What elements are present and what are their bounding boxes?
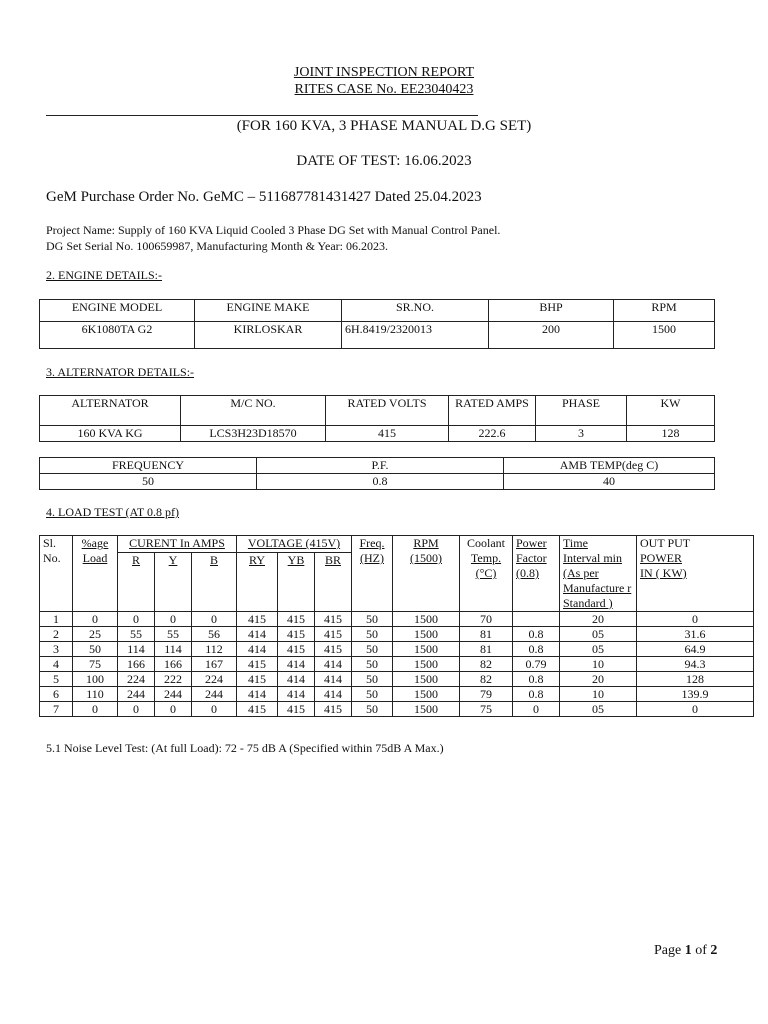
col-voltage-br: BR: [315, 552, 352, 611]
table-cell: 1500: [393, 642, 460, 657]
table-cell: 50: [352, 687, 393, 702]
table-cell: 1500: [393, 627, 460, 642]
table-cell: 81: [460, 627, 513, 642]
table-cell: 50: [352, 627, 393, 642]
table-cell: 415: [315, 642, 352, 657]
table-cell: 0: [73, 702, 118, 717]
page-number: [654, 943, 717, 959]
table-cell: 415: [278, 627, 315, 642]
table-cell: 415: [237, 702, 278, 717]
table-cell: 167: [192, 657, 237, 672]
table-cell: 0: [637, 612, 754, 627]
table-cell: 0.8: [513, 672, 560, 687]
engine-header-cell: BHP: [489, 300, 614, 322]
col-current-b: B: [192, 552, 237, 611]
page-label: Page: [654, 943, 685, 958]
frequency-header-cell: P.F.: [257, 458, 504, 474]
col-freq-line1: Freq.: [359, 536, 385, 550]
table-cell: 7: [40, 702, 73, 717]
table-cell: 50: [73, 642, 118, 657]
load-header-row-1: [40, 536, 754, 553]
table-cell: 0.8: [513, 642, 560, 657]
table-cell: 10: [560, 687, 637, 702]
project-name: Project Name: Supply of 160 KVA Liquid Cooled 3 Phase DG Set with Manual Control Panel.: [46, 223, 501, 237]
table-cell: 75: [73, 657, 118, 672]
alternator-header-cell: ALTERNATOR: [40, 396, 181, 426]
table-row: [40, 627, 754, 642]
col-freq: [352, 536, 393, 612]
table-cell: 1500: [393, 657, 460, 672]
frequency-header-cell: FREQUENCY: [40, 458, 257, 474]
table-cell: 3: [40, 642, 73, 657]
table-cell: 222: [155, 672, 192, 687]
page-total: 2: [710, 943, 718, 958]
table-cell: 224: [118, 672, 155, 687]
table-cell: 55: [118, 627, 155, 642]
table-cell: 0.8: [513, 627, 560, 642]
engine-cell: 1500: [614, 322, 715, 349]
table-row: [40, 672, 754, 687]
alternator-header-cell: RATED VOLTS: [326, 396, 449, 426]
table-cell: 56: [192, 627, 237, 642]
report-title: JOINT INSPECTION REPORT: [293, 65, 475, 80]
col-time: [560, 536, 637, 612]
table-row: [40, 687, 754, 702]
table-cell: 0: [637, 702, 754, 717]
col-coolant-line3: (°C): [475, 566, 497, 580]
col-rpm-line1: RPM: [413, 536, 439, 550]
table-cell: 50: [352, 702, 393, 717]
alternator-header-row: [40, 396, 715, 426]
alternator-header-cell: PHASE: [536, 396, 627, 426]
table-cell: 100: [73, 672, 118, 687]
alternator-table: [39, 395, 715, 442]
col-current: CURENT In AMPS: [118, 536, 237, 553]
table-cell: 415: [315, 612, 352, 627]
col-voltage: VOLTAGE (415V): [237, 536, 352, 553]
table-cell: 0: [192, 612, 237, 627]
table-cell: 82: [460, 657, 513, 672]
table-cell: 244: [192, 687, 237, 702]
table-cell: [513, 612, 560, 627]
col-voltage-yb: YB: [278, 552, 315, 611]
col-voltage-ry: RY: [237, 552, 278, 611]
col-sl: Sl. No.: [40, 536, 73, 612]
frequency-header-cell: AMB TEMP(deg C): [504, 458, 715, 474]
engine-header-cell: SR.NO.: [342, 300, 489, 322]
alternator-cell: 415: [326, 426, 449, 442]
frequency-table: [39, 457, 715, 490]
table-cell: 05: [560, 702, 637, 717]
engine-table: [39, 299, 715, 349]
col-output-line3: IN ( KW): [640, 566, 687, 580]
page-of: of: [691, 943, 711, 958]
table-cell: 6: [40, 687, 73, 702]
table-cell: 414: [315, 672, 352, 687]
alternator-cell: 222.6: [449, 426, 536, 442]
table-row: [40, 702, 754, 717]
table-cell: 82: [460, 672, 513, 687]
table-cell: 10: [560, 657, 637, 672]
table-cell: 0: [513, 702, 560, 717]
table-cell: 0: [118, 612, 155, 627]
alternator-cell: 160 KVA KG: [40, 426, 181, 442]
engine-header-cell: RPM: [614, 300, 715, 322]
table-cell: 2: [40, 627, 73, 642]
frequency-cell: 0.8: [257, 474, 504, 490]
table-cell: 414: [278, 672, 315, 687]
col-load-line2: Load: [82, 551, 108, 565]
table-cell: 114: [155, 642, 192, 657]
table-cell: 414: [237, 642, 278, 657]
col-rpm-line2: (1500): [410, 551, 442, 565]
table-cell: 415: [278, 642, 315, 657]
table-cell: 05: [560, 627, 637, 642]
frequency-header-row: [40, 458, 715, 474]
table-cell: 81: [460, 642, 513, 657]
table-cell: 70: [460, 612, 513, 627]
table-cell: 4: [40, 657, 73, 672]
alternator-heading: 3. ALTERNATOR DETAILS:-: [46, 365, 195, 379]
engine-header-cell: ENGINE MODEL: [40, 300, 195, 322]
engine-cell: 200: [489, 322, 614, 349]
table-cell: 1: [40, 612, 73, 627]
load-test-heading: 4. LOAD TEST (AT 0.8 pf): [46, 505, 179, 519]
col-time-line1: Time: [563, 536, 588, 550]
col-load-line1: %age: [81, 536, 109, 550]
col-output: [637, 536, 754, 612]
table-cell: 414: [315, 657, 352, 672]
load-test-rows: [40, 612, 754, 717]
table-cell: 244: [155, 687, 192, 702]
table-cell: 20: [560, 672, 637, 687]
header-rule: [46, 115, 478, 116]
table-cell: 50: [352, 642, 393, 657]
alternator-cell: 3: [536, 426, 627, 442]
table-cell: 224: [192, 672, 237, 687]
page-current: 1: [684, 943, 692, 958]
table-cell: 79: [460, 687, 513, 702]
table-cell: 128: [637, 672, 754, 687]
table-cell: 50: [352, 657, 393, 672]
frequency-cell: 50: [40, 474, 257, 490]
col-output-line1: OUT PUT: [640, 536, 691, 550]
table-cell: 50: [352, 612, 393, 627]
table-cell: 0: [73, 612, 118, 627]
table-cell: 166: [118, 657, 155, 672]
alternator-header-cell: M/C NO.: [181, 396, 326, 426]
col-coolant-line1: Coolant: [467, 536, 505, 550]
date-of-test: DATE OF TEST: 16.06.2023: [296, 153, 472, 169]
engine-cell: 6H.8419/2320013: [342, 322, 489, 349]
table-cell: 55: [155, 627, 192, 642]
table-cell: 1500: [393, 672, 460, 687]
col-pf-line2: Factor: [516, 551, 547, 565]
table-cell: 75: [460, 702, 513, 717]
engine-header-row: [40, 300, 715, 322]
table-cell: 414: [237, 627, 278, 642]
table-cell: 415: [315, 627, 352, 642]
serial-number: DG Set Serial No. 100659987, Manufacturing Month & Year: 06.2023.: [46, 239, 388, 253]
col-freq-line2: (HZ): [360, 551, 384, 565]
table-cell: 415: [278, 612, 315, 627]
engine-header-cell: ENGINE MAKE: [195, 300, 342, 322]
alternator-cell: 128: [627, 426, 715, 442]
alternator-cell: LCS3H23D18570: [181, 426, 326, 442]
table-cell: 414: [278, 657, 315, 672]
table-cell: 25: [73, 627, 118, 642]
table-cell: 414: [237, 687, 278, 702]
table-cell: 0.79: [513, 657, 560, 672]
alternator-data-row: [40, 426, 715, 442]
case-number: RITES CASE No. EE23040423: [294, 82, 474, 97]
table-cell: 415: [237, 612, 278, 627]
purchase-order: GeM Purchase Order No. GeMC – 511687781431427 Dated 25.04.2023: [46, 189, 482, 205]
table-cell: 110: [73, 687, 118, 702]
table-cell: 0: [118, 702, 155, 717]
engine-cell: KIRLOSKAR: [195, 322, 342, 349]
col-time-line2: Interval min (As per Manufacture r Standard ): [563, 551, 632, 610]
table-cell: 139.9: [637, 687, 754, 702]
table-cell: 114: [118, 642, 155, 657]
frequency-data-row: [40, 474, 715, 490]
table-cell: 1500: [393, 702, 460, 717]
col-coolant-line2: Temp.: [470, 551, 502, 565]
load-test-table: [39, 535, 754, 717]
table-cell: 1500: [393, 612, 460, 627]
col-load: [73, 536, 118, 612]
table-cell: 0: [155, 702, 192, 717]
table-cell: 415: [278, 702, 315, 717]
alternator-header-cell: KW: [627, 396, 715, 426]
table-cell: 414: [315, 687, 352, 702]
col-current-y: Y: [155, 552, 192, 611]
table-cell: 415: [315, 702, 352, 717]
table-cell: 244: [118, 687, 155, 702]
table-row: [40, 612, 754, 627]
engine-cell: 6K1080TA G2: [40, 322, 195, 349]
table-cell: 1500: [393, 687, 460, 702]
table-row: [40, 657, 754, 672]
col-power-factor: [513, 536, 560, 612]
engine-data-row: [40, 322, 715, 349]
table-cell: 50: [352, 672, 393, 687]
table-row: [40, 642, 754, 657]
noise-level-test: 5.1 Noise Level Test: (At full Load): 72 - 75 dB A (Specified within 75dB A Max.): [46, 741, 444, 755]
table-cell: 31.6: [637, 627, 754, 642]
engine-heading: 2. ENGINE DETAILS:-: [46, 268, 163, 282]
col-coolant: [460, 536, 513, 612]
table-cell: 05: [560, 642, 637, 657]
frequency-cell: 40: [504, 474, 715, 490]
table-cell: 64.9: [637, 642, 754, 657]
table-cell: 94.3: [637, 657, 754, 672]
report-subtitle: (FOR 160 KVA, 3 PHASE MANUAL D.G SET): [236, 118, 532, 134]
table-cell: 415: [237, 657, 278, 672]
table-cell: 5: [40, 672, 73, 687]
table-cell: 415: [237, 672, 278, 687]
table-cell: 414: [278, 687, 315, 702]
table-cell: 20: [560, 612, 637, 627]
col-rpm: [393, 536, 460, 612]
col-current-r: R: [118, 552, 155, 611]
col-pf-line1: Power: [516, 536, 547, 550]
col-output-line2: POWER: [640, 551, 682, 565]
table-cell: 166: [155, 657, 192, 672]
table-cell: 0: [155, 612, 192, 627]
table-cell: 112: [192, 642, 237, 657]
alternator-header-cell: RATED AMPS: [449, 396, 536, 426]
table-cell: 0: [192, 702, 237, 717]
table-cell: 0.8: [513, 687, 560, 702]
col-pf-line3: (0.8): [516, 566, 539, 580]
